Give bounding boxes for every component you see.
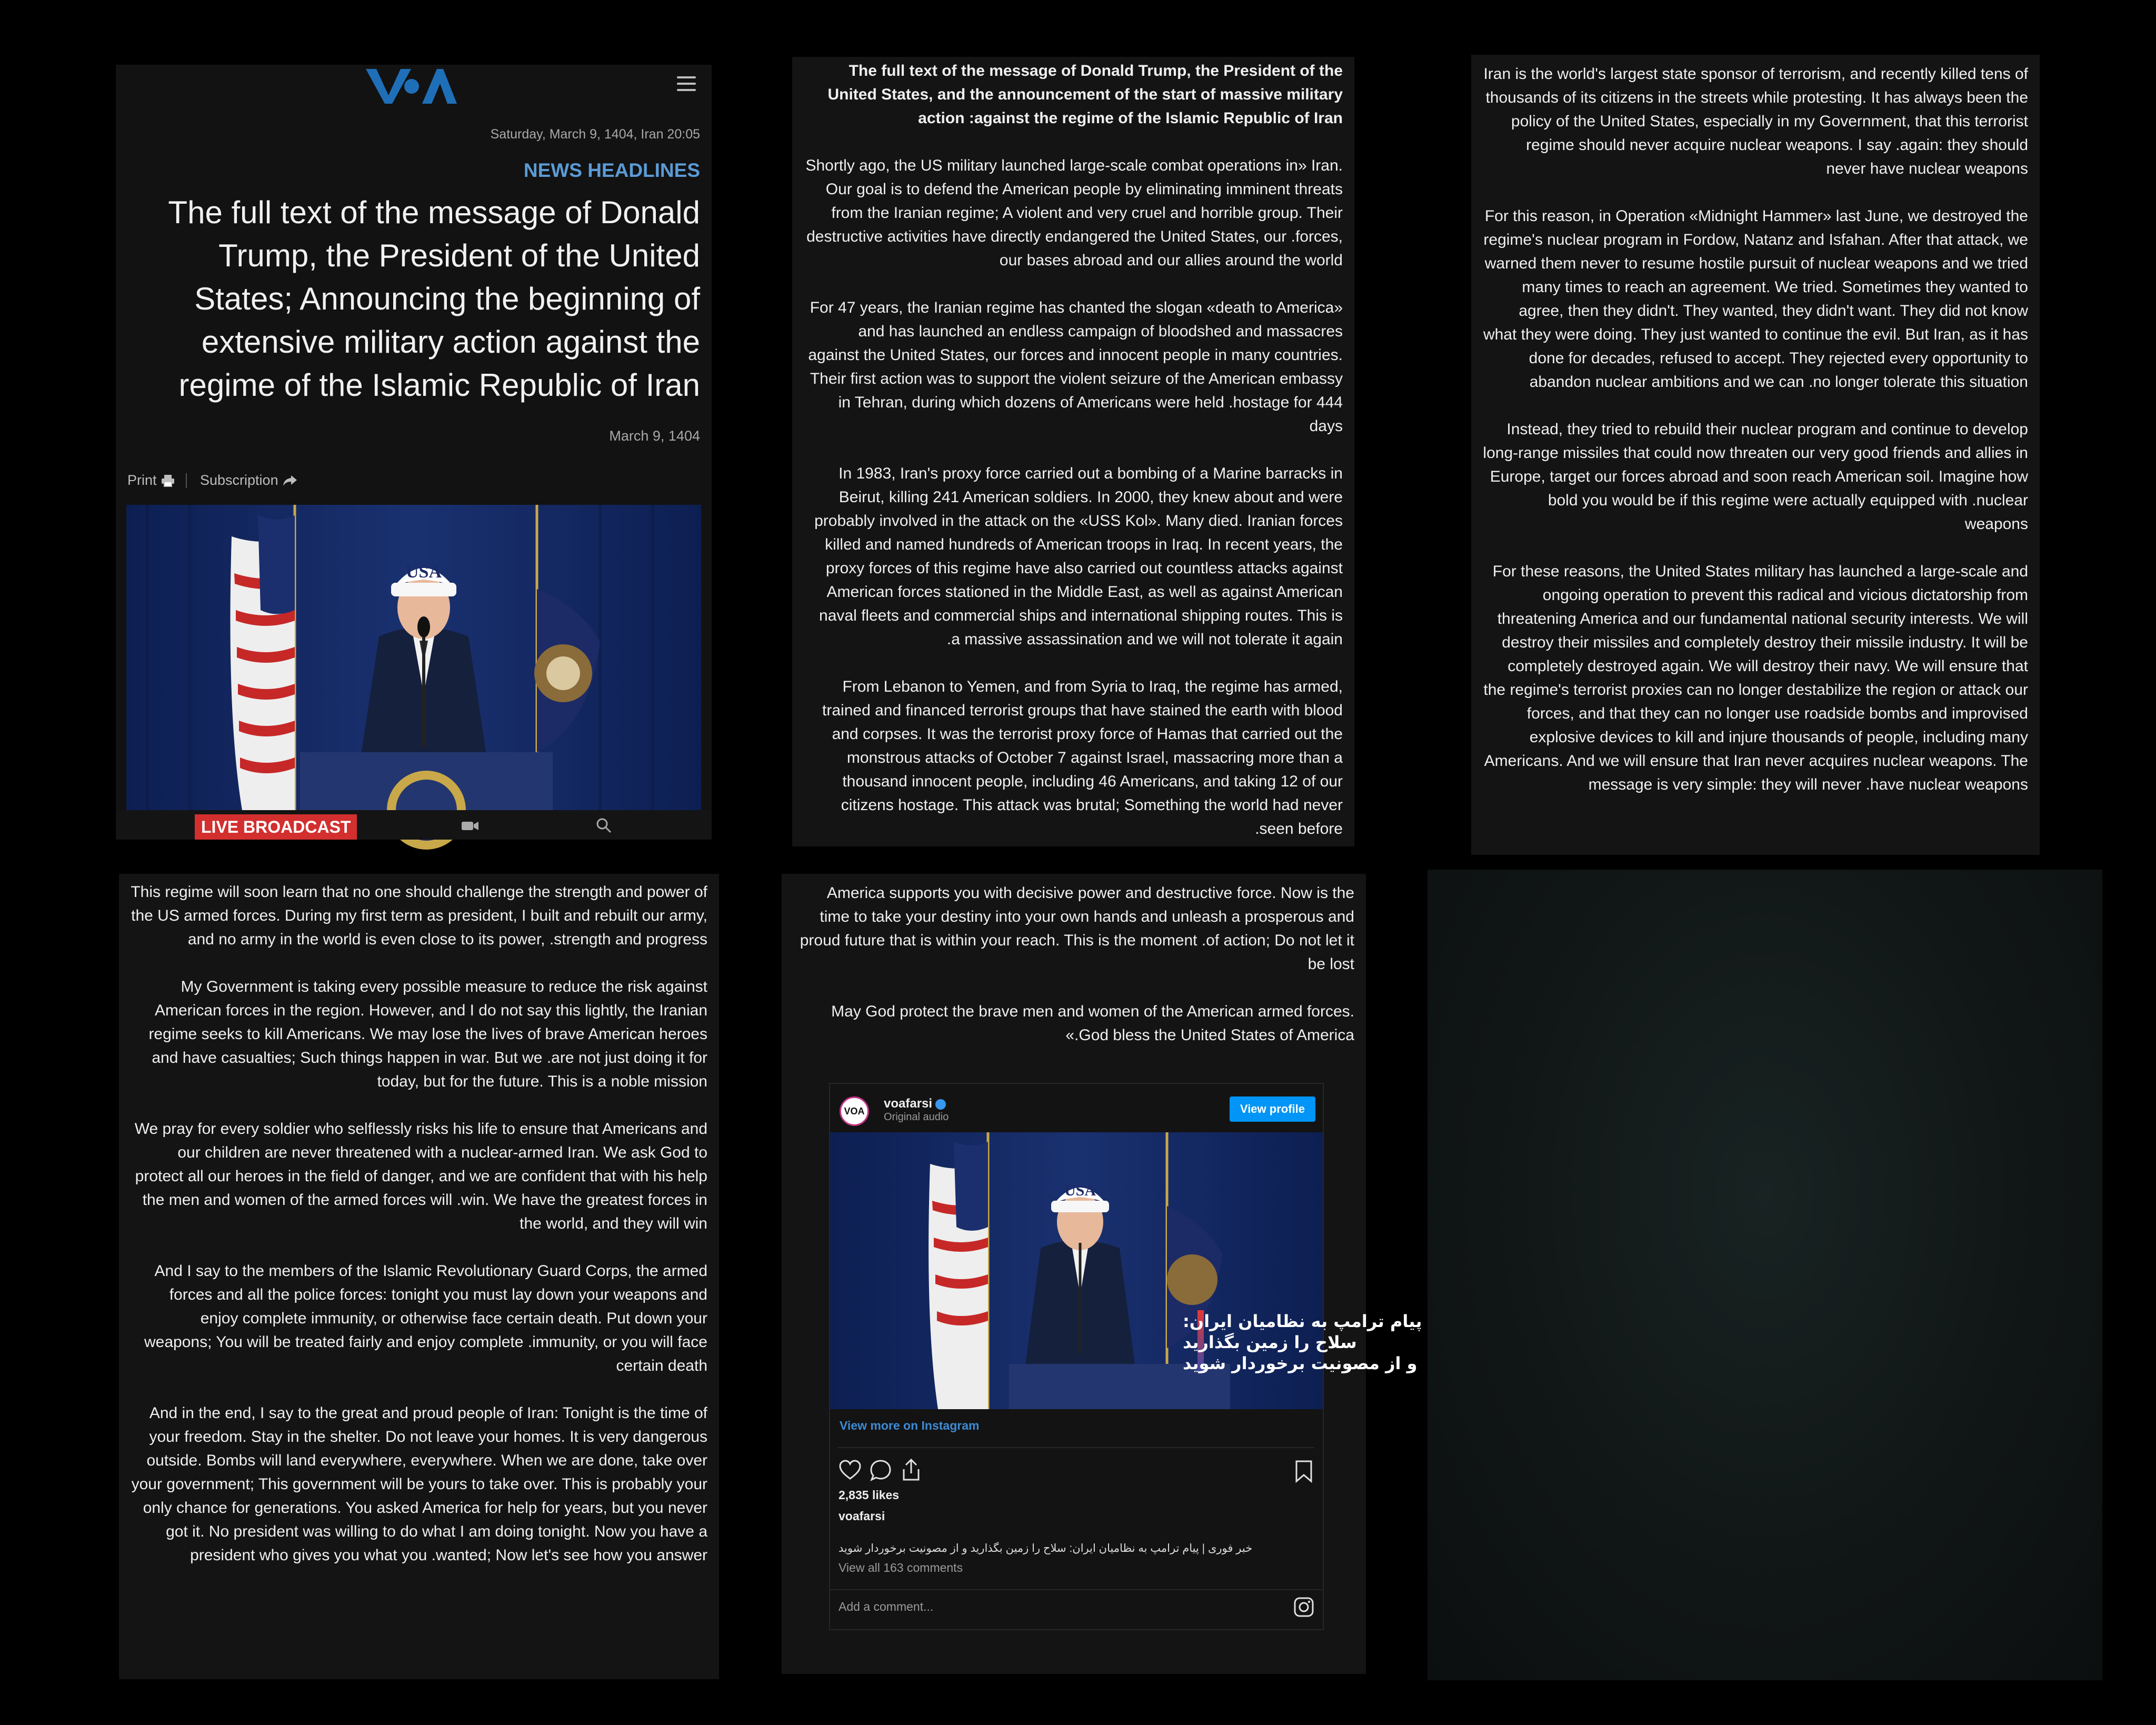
print-button[interactable] (127, 472, 175, 488)
us-flag (231, 505, 295, 810)
share-icon[interactable] (900, 1458, 923, 1482)
paragraph: For this reason, in Operation «Midnight Hammer» last June, we destroyed the regime's nuclear program in Fordow, Natanz and Isfahan. After that attack, we warned them never to resume hostile pursuit of nuclear weapons and we tried many times to reach an agreement. We tried. Sometimes they wanted to agree, then they didn't. They wanted, they didn't want. They did not know what they were doing. They just wanted to continue the evil. But Iran, as it has done for decades, refused to accept. They rejected every opportunity to abandon nuclear ambitions and we can .no longer tolerate this situation (1483, 207, 2028, 391)
video-overlay-line-2: سلاح را زمین بگذارید (1183, 1332, 1357, 1352)
audio-label[interactable]: Original audio (884, 1111, 949, 1123)
date-line: Saturday, March 9, 1404, Iran 20:05 (490, 127, 700, 142)
video-overlay-line-1: پیام ترامپ به نظامیان ایران: (1183, 1311, 1422, 1331)
paragraph: We pray for every soldier who selflessly risks his life to ensure that Americans and our children are never threatened with a nuclear-armed Iran. We ask God to protect all our heroes in the field of danger, and we are confident that with his help the men and women of the armed forces will .win. We have the greatest forces in the world, and they will win (134, 1120, 707, 1232)
instagram-embed (829, 1083, 1422, 1630)
article-text-panel-2 (1471, 55, 2040, 855)
view-all-comments-link[interactable]: View all 163 comments (839, 1561, 963, 1574)
paragraph: For 47 years, the Iranian regime has chanted the slogan «death to America» and has launched an endless campaign of bloodshed and massacres against the United States, our forces and innocent people in many countries. Their first action was to support the violent seizure of the American embassy in Tehran, during which dozens of Americans were held .hostage for 444 days (808, 299, 1343, 435)
blank-dark-panel (1428, 870, 2102, 1680)
instagram-username[interactable] (884, 1096, 946, 1111)
divider (186, 473, 187, 488)
comment-icon[interactable] (869, 1459, 892, 1482)
voa-logo[interactable] (363, 65, 458, 106)
article-text-panel-1 (792, 57, 1354, 846)
add-comment-input[interactable]: Add a comment... (839, 1600, 934, 1613)
video-overlay-line-3: و از مصونیت برخوردار شوید (1183, 1353, 1418, 1373)
paragraph: My Government is taking every possible measure to reduce the risk against American forces in the region. However, and I do not say this lightly, the Iranian regime seeks to kill Americans. We may lose the lives of brave American heroes and have casualties; Such things happen in war. But we .are not just doing it for today, but for the future. This is a noble mission (148, 978, 707, 1090)
username-text: voafarsi (884, 1096, 933, 1111)
live-broadcast-button[interactable]: LIVE BROADCAST (195, 814, 357, 840)
article-headline: The full text of the message of Donald Trump, the President of the United States; Announcing the beginning of extensive military action against the regime of the Islamic Republic of Iran (168, 195, 700, 403)
heart-icon[interactable] (839, 1459, 862, 1482)
subscription-button[interactable] (200, 472, 297, 488)
subscription-label: Subscription (200, 472, 278, 488)
verified-badge-icon (935, 1099, 946, 1110)
paragraph: Iran is the world's largest state sponsor of terrorism, and recently killed tens of thousands of its citizens in the streets while protesting. It has always been the policy of the United States, especially in my Government, that this terrorist regime should never acquire nuclear weapons. I say .again: they should never have nuclear weapons (1483, 65, 2028, 177)
avatar[interactable]: VOA (840, 1096, 869, 1126)
caption-username[interactable]: voafarsi (839, 1509, 885, 1523)
paragraph: This regime will soon learn that no one should challenge the strength and power of the US armed forces. During my first term as president, I built and rebuilt our army, and no army in the world is even close to its power, .strength and progress (131, 883, 707, 948)
instagram-header (830, 1084, 1323, 1131)
section-label[interactable]: NEWS HEADLINES (523, 159, 700, 181)
paragraph: For these reasons, the United States military has launched a large-scale and ongoing operation to prevent this radical and vicious dictatorship from threatening America and our fundamental national security interests. We will destroy their missiles and completely destroy their missile industry. It will be completely destroyed again. We will destroy their navy. We will ensure that the regime's terrorist proxies can no longer destabilize the region or attack our forces, and that they can no longer use roadside bombs and improvised explosive devices to kill and injure thousands of people, including many Americans. And we will ensure that Iran never acquires nuclear weapons. The message is very simple: they will never .have nuclear weapons (1483, 563, 2028, 793)
article-title-bold: The full text of the message of Donald Trump, the President of the United States, and the announcement of the start of massive military action :against the regime of the Islamic Republic of Iran (827, 62, 1343, 127)
article-text-panel-3 (119, 874, 719, 1679)
search-icon[interactable] (596, 817, 612, 833)
view-profile-button[interactable]: View profile (1230, 1096, 1315, 1122)
divider (837, 1447, 1314, 1448)
bookmark-icon[interactable] (1293, 1460, 1314, 1483)
paragraph: And I say to the members of the Islamic Revolutionary Guard Corps, the armed forces and all the police forces: tonight you must lay down your weapons and enjoy complete immunity, or otherwise face certain death. Put down your weapons; You will be treated fairly and enjoy complete .immunity, or you will face certain death (144, 1262, 707, 1374)
svg-text:USA: USA (1064, 1182, 1096, 1199)
article-text-panel-4 (782, 874, 1422, 1674)
video-camera-icon[interactable] (461, 820, 479, 832)
paragraph: And in the end, I say to the great and proud people of Iran: Tonight is the time of your freedom. Stay in the shelter. Do not leave your homes. It is very dangerous outside. Bombs will land everywhere, everywhere. When we are done, take over your government; This government will be yours to take over. This is probably your only chance for generations. You asked America for help for years, but you never got it. No president was willing to do what I am doing tonight. Now you have a president who gives you what you .wanted; Now let's see how you answer (131, 1404, 707, 1564)
paragraph: Instead, they tried to rebuild their nuclear program and continue to develop long-range missiles that could now threaten our very good friends and allies in Europe, target our forces abroad and soon reach American soil. Imagine how bold you would be if this regime were actually equipped with .nuclear weapons (1483, 421, 2028, 533)
printer-icon (161, 474, 175, 487)
post-caption: خبر فوری | پیام ترامپ به نظامیان ایران: سلاح را زمین بگذارید و از مصونیت برخوردار شوید (839, 1542, 1253, 1554)
article-date: March 9, 1404 (609, 428, 700, 444)
share-arrow-icon (283, 474, 297, 487)
bottom-bar (116, 810, 712, 840)
likes-count[interactable]: 2,835 likes (839, 1488, 900, 1502)
svg-text:USA: USA (405, 562, 442, 582)
menu-icon[interactable] (677, 76, 696, 92)
paragraph: May God protect the brave men and women of the American armed forces. «.God bless the United States of America (831, 1003, 1354, 1044)
print-label: Print (127, 472, 157, 488)
instagram-logo-icon[interactable] (1293, 1597, 1314, 1618)
paragraph: In 1983, Iran's proxy force carried out a bombing of a Marine barracks in Beirut, killing 241 American soldiers. In 2000, they knew about and were probably involved in the attack on the «USS Kol». Many died. Iranian forces killed and named hundreds of American troops in Iraq. In recent years, the proxy forces of this regime have also carried out countless attacks against American forces stationed in the Middle East, as well as against American naval fleets and commercial ships and international shipping routes. This is .a massive assassination and we will not tolerate it again (814, 465, 1343, 648)
divider (830, 1589, 1323, 1590)
voa-app-panel (116, 65, 712, 840)
hero-video-thumbnail[interactable] (126, 505, 701, 810)
view-more-on-instagram-link[interactable]: View more on Instagram (840, 1419, 980, 1432)
paragraph: America supports you with decisive power and destructive force. Now is the time to take your destiny into your own hands and unleash a prosperous and proud future that is within your reach. This is the moment .of action; Do not let it be lost (800, 884, 1354, 973)
paragraph: From Lebanon to Yemen, and from Syria to Iraq, the regime has armed, trained and financed terrorist groups that have stained the earth with blood and corpses. It was the terrorist proxy force of Hamas that carried out the monstrous attacks of October 7 against Israel, massacring more than a thousand innocent people, including 46 Americans, and taking 12 of our citizens hostage. This attack was brutal; Something the world had never .seen before (822, 678, 1343, 837)
instagram-video[interactable] (830, 1132, 1422, 1409)
paragraph: Shortly ago, the US military launched large-scale combat operations in» Iran. Our goal is to defend the American people by eliminating imminent threats from the Iranian regime; A violent and very cruel and horrible group. Their destructive activities have directly endangered the United States, our .forces, our bases abroad and our allies around the world (805, 157, 1343, 269)
